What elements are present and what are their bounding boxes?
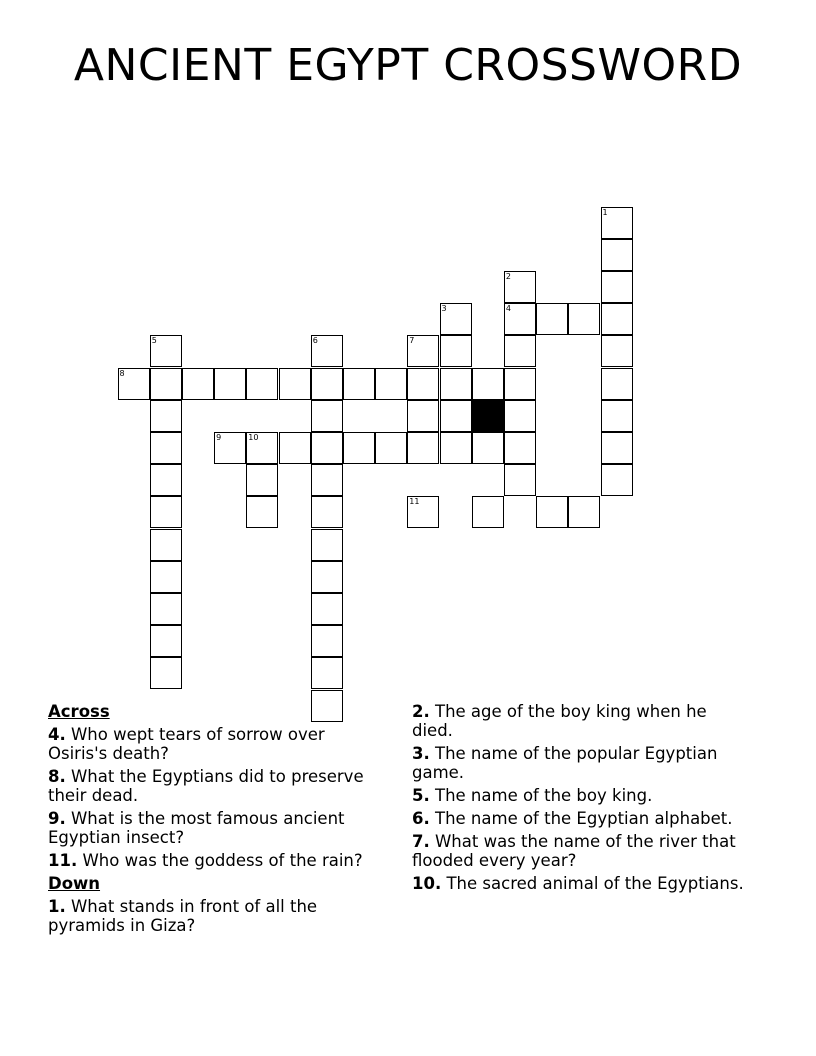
crossword-cell[interactable]	[601, 368, 633, 400]
clue-text: Who wept tears of sorrow over Osiris's death?	[48, 725, 325, 763]
crossword-cell[interactable]	[311, 593, 343, 625]
clue-number-label: 2.	[412, 702, 430, 721]
crossword-cell[interactable]	[536, 303, 568, 335]
crossword-cell[interactable]	[375, 432, 407, 464]
clue-text: The sacred animal of the Egyptians.	[441, 874, 744, 893]
clue-item	[412, 809, 752, 828]
clue-text: Who was the goddess of the rain?	[77, 851, 363, 870]
crossword-cell[interactable]	[407, 400, 439, 432]
clue-number: 5	[151, 336, 157, 346]
crossword-cell[interactable]	[407, 335, 439, 367]
crossword-cell[interactable]	[407, 496, 439, 528]
crossword-cell[interactable]	[504, 400, 536, 432]
clue-number-label: 5.	[412, 786, 430, 805]
clues-left-column	[48, 702, 388, 939]
crossword-cell[interactable]	[536, 496, 568, 528]
crossword-cell[interactable]	[246, 496, 278, 528]
crossword-cell[interactable]	[343, 368, 375, 400]
clue-number: 10	[248, 433, 259, 442]
crossword-cell[interactable]	[311, 368, 343, 400]
crossword-cell[interactable]	[440, 432, 472, 464]
crossword-cell[interactable]	[279, 368, 311, 400]
crossword-cell[interactable]	[311, 529, 343, 561]
down-clue-list	[48, 897, 388, 935]
clue-text: What is the most famous ancient Egyptian insect?	[48, 809, 345, 847]
clue-item	[48, 725, 388, 763]
clue-number-label: 9.	[48, 809, 66, 828]
clue-number: 2	[505, 272, 511, 281]
crossword-cell[interactable]	[150, 464, 182, 496]
crossword-cell[interactable]	[214, 432, 246, 464]
crossword-cell[interactable]	[440, 368, 472, 400]
clue-item	[412, 832, 752, 870]
crossword-cell[interactable]	[440, 335, 472, 367]
crossword-cell[interactable]	[472, 368, 504, 400]
crossword-cell[interactable]	[150, 625, 182, 657]
crossword-cell[interactable]	[311, 400, 343, 432]
crossword-cell[interactable]	[343, 432, 375, 464]
crossword-cell[interactable]	[568, 303, 600, 335]
crossword-cell[interactable]	[568, 496, 600, 528]
clue-text: What the Egyptians did to preserve their dead.	[48, 767, 364, 805]
crossword-cell[interactable]	[150, 432, 182, 464]
clues-right-column	[412, 702, 752, 897]
crossword-cell[interactable]	[150, 368, 182, 400]
clue-number-label: 4.	[48, 725, 66, 744]
crossword-cell[interactable]	[472, 432, 504, 464]
crossword-cell[interactable]	[150, 400, 182, 432]
clue-number: 1	[602, 207, 608, 217]
clue-text: The name of the Egyptian alphabet.	[429, 809, 733, 828]
crossword-cell[interactable]	[601, 303, 633, 335]
clue-item	[412, 702, 752, 740]
crossword-cell[interactable]	[375, 368, 407, 400]
crossword-cell[interactable]	[601, 271, 633, 303]
clue-item	[48, 809, 388, 847]
crossword-cell[interactable]	[407, 432, 439, 464]
crossword-cell[interactable]	[311, 496, 343, 528]
crossword-cell[interactable]	[246, 432, 278, 464]
clue-item	[412, 744, 752, 782]
clue-number-label: 3.	[412, 744, 430, 763]
clue-item	[48, 851, 388, 870]
crossword-cell[interactable]	[246, 464, 278, 496]
crossword-cell[interactable]	[601, 400, 633, 432]
clue-text: The name of the boy king.	[429, 786, 653, 805]
crossword-cell[interactable]	[311, 432, 343, 464]
clue-number: 3	[441, 304, 447, 314]
crossword-cell[interactable]	[440, 400, 472, 432]
clue-number: 7	[409, 336, 415, 346]
crossword-cell[interactable]	[407, 368, 439, 400]
across-clue-list	[48, 725, 388, 870]
clue-number: 6	[312, 336, 318, 346]
clue-text: The age of the boy king when he died.	[412, 702, 707, 740]
clue-number: 8	[119, 368, 125, 378]
crossword-cell[interactable]	[601, 335, 633, 367]
crossword-cell[interactable]	[601, 207, 633, 239]
page-title: ANCIENT EGYPT CROSSWORD	[73, 40, 743, 91]
down-heading: Down	[48, 874, 101, 893]
crossword-cell[interactable]	[150, 657, 182, 689]
across-heading: Across	[48, 702, 110, 721]
crossword-cell[interactable]	[150, 593, 182, 625]
crossword-block-cell	[472, 400, 504, 432]
crossword-cell[interactable]	[504, 368, 536, 400]
crossword-cell[interactable]	[601, 432, 633, 464]
clue-number-label: 6.	[412, 809, 430, 828]
clue-text: What was the name of the river that flooded every year?	[412, 832, 736, 870]
clue-number-label: 11.	[48, 851, 78, 870]
clue-item	[48, 897, 388, 935]
crossword-cell[interactable]	[504, 335, 536, 367]
crossword-cell[interactable]	[601, 464, 633, 496]
crossword-cell[interactable]	[311, 464, 343, 496]
crossword-cell[interactable]	[311, 657, 343, 689]
crossword-cell[interactable]	[311, 561, 343, 593]
crossword-cell[interactable]	[150, 529, 182, 561]
clue-text: The name of the popular Egyptian game.	[412, 744, 718, 782]
crossword-cell[interactable]	[214, 368, 246, 400]
crossword-cell[interactable]	[279, 432, 311, 464]
crossword-cell[interactable]	[118, 368, 150, 400]
clue-item	[48, 767, 388, 805]
crossword-cell[interactable]	[150, 496, 182, 528]
crossword-cell[interactable]	[504, 464, 536, 496]
crossword-cell[interactable]	[472, 496, 504, 528]
clue-number-label: 10.	[412, 874, 442, 893]
clue-item	[412, 874, 752, 893]
crossword-cell[interactable]	[504, 303, 536, 335]
crossword-cell[interactable]	[182, 368, 214, 400]
clue-number: 9	[216, 433, 222, 442]
crossword-cell[interactable]	[311, 335, 343, 367]
crossword-cell[interactable]	[440, 303, 472, 335]
clue-number-label: 7.	[412, 832, 430, 851]
crossword-cell[interactable]	[150, 561, 182, 593]
clue-number: 11	[409, 497, 420, 507]
clue-number-label: 8.	[48, 767, 66, 786]
crossword-cell[interactable]	[504, 271, 536, 303]
crossword-cell[interactable]	[150, 335, 182, 367]
crossword-cell[interactable]	[246, 368, 278, 400]
crossword-cell[interactable]	[504, 432, 536, 464]
clue-number: 4	[505, 304, 511, 314]
clue-item	[412, 786, 752, 805]
clue-text: What stands in front of all the pyramids in Giza?	[48, 897, 318, 935]
crossword-cell[interactable]	[601, 239, 633, 271]
clue-number-label: 1.	[48, 897, 66, 916]
down-clue-list-continued	[412, 702, 752, 893]
crossword-cell[interactable]	[311, 625, 343, 657]
